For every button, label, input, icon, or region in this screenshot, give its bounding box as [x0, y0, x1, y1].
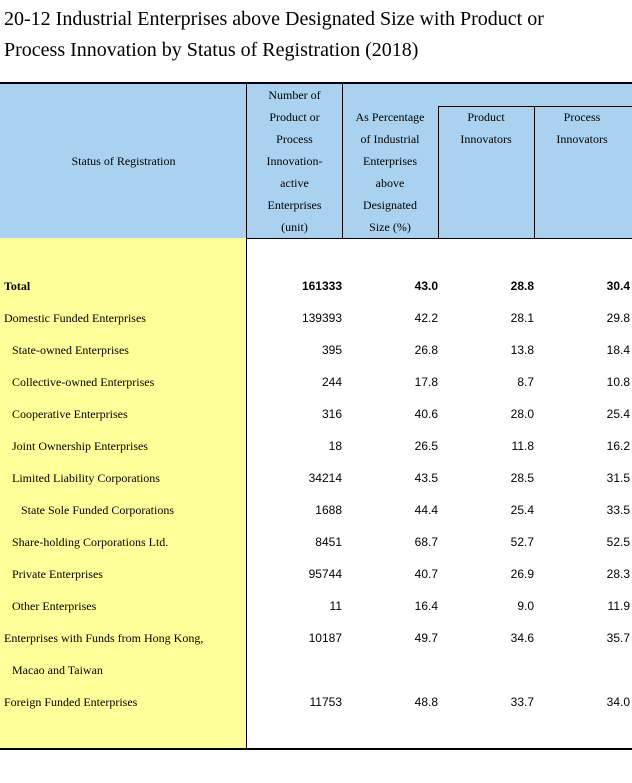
header-col1-line: Enterprises	[267, 198, 322, 212]
row-label: State Sole Funded Corporations	[21, 503, 174, 517]
row-value-1: 161333	[301, 279, 342, 293]
row-value-4: 52.5	[606, 535, 630, 549]
row-value-4: 10.8	[606, 375, 630, 389]
title-line-1: 20-12 Industrial Enterprises above Designated Size with Product or	[4, 8, 544, 30]
row-label: Other Enterprises	[12, 599, 97, 613]
row-value-3: 28.8	[510, 279, 534, 293]
header-col3-label	[438, 106, 534, 150]
row-value-4: 35.7	[606, 631, 630, 645]
header-col2-line: of Industrial	[360, 132, 420, 146]
row-value-1: 10187	[308, 631, 342, 645]
header-col3-line: Innovators	[460, 132, 512, 146]
row-label: Domestic Funded Enterprises	[4, 311, 146, 325]
row-value-2: 26.5	[414, 439, 438, 453]
row-value-2: 43.0	[414, 279, 438, 293]
table-row	[0, 622, 632, 654]
table-title	[4, 4, 544, 66]
row-value-4: 30.4	[606, 279, 630, 293]
row-label: State-owned Enterprises	[12, 343, 129, 357]
table-row	[0, 686, 632, 718]
row-value-2: 48.8	[414, 695, 438, 709]
row-value-2: 42.2	[414, 311, 438, 325]
row-value-3: 28.0	[510, 407, 534, 421]
table-row	[0, 398, 632, 430]
row-value-4: 33.5	[606, 503, 630, 517]
table-row	[0, 430, 632, 462]
header-col1-line: active	[280, 176, 309, 190]
bottom-rule	[0, 748, 632, 750]
row-value-2: 40.6	[414, 407, 438, 421]
row-label: Private Enterprises	[12, 567, 103, 581]
row-value-2: 43.5	[414, 471, 438, 485]
header-col4-line: Process	[563, 110, 601, 124]
row-value-1: 34214	[308, 471, 342, 485]
header-status-label: Status of Registration	[71, 154, 176, 168]
row-value-4: 16.2	[606, 439, 630, 453]
row-label: Limited Liability Corporations	[12, 471, 160, 485]
header-col4-line: Innovators	[556, 132, 608, 146]
header-col1-line: Process	[276, 132, 313, 146]
row-value-3: 34.6	[510, 631, 534, 645]
row-value-3: 33.7	[510, 695, 534, 709]
title-line-2: Process Innovation by Status of Registration (2018)	[4, 39, 419, 61]
table-row	[0, 270, 632, 302]
table-row	[0, 494, 632, 526]
row-label: Macao and Taiwan	[12, 663, 103, 677]
row-value-4: 34.0	[606, 695, 630, 709]
row-value-1: 11753	[309, 695, 342, 709]
table-row	[0, 590, 632, 622]
row-value-1: 18	[328, 439, 342, 453]
row-value-4: 28.3	[606, 567, 630, 581]
header-col1-line: Innovation-	[266, 154, 323, 168]
header-col1-line: Number of	[268, 88, 321, 102]
row-label: Cooperative Enterprises	[12, 407, 128, 421]
row-value-2: 44.4	[414, 503, 438, 517]
row-value-1: 139393	[301, 311, 342, 325]
row-value-4: 18.4	[606, 343, 630, 357]
header-col2-line: Enterprises	[363, 154, 417, 168]
row-value-2: 49.7	[414, 631, 438, 645]
header-col3-line: Product	[467, 110, 505, 124]
table-row	[0, 302, 632, 334]
header-col4-label	[534, 106, 630, 150]
row-value-3: 13.8	[510, 343, 534, 357]
row-label: Total	[4, 279, 31, 293]
table-row	[0, 526, 632, 558]
row-value-4: 25.4	[606, 407, 630, 421]
header-col2-label	[342, 106, 438, 238]
row-value-2: 68.7	[414, 535, 438, 549]
row-value-3: 26.9	[510, 567, 534, 581]
row-value-1: 11	[329, 599, 342, 613]
row-label: Collective-owned Enterprises	[12, 375, 155, 389]
row-value-4: 11.9	[607, 599, 630, 613]
header-col1-line: (unit)	[281, 220, 308, 234]
row-value-4: 29.8	[606, 311, 630, 325]
row-value-1: 244	[321, 375, 342, 389]
row-value-2: 40.7	[414, 567, 438, 581]
row-value-4: 31.5	[606, 471, 630, 485]
row-label: Foreign Funded Enterprises	[4, 695, 138, 709]
row-value-3: 8.7	[517, 375, 534, 389]
table-row	[0, 366, 632, 398]
row-value-3: 28.5	[510, 471, 534, 485]
row-value-1: 8451	[315, 535, 342, 549]
row-value-3: 25.4	[510, 503, 534, 517]
row-value-1: 395	[321, 343, 342, 357]
row-value-2: 16.4	[414, 599, 438, 613]
header-col2-line: Designated	[363, 198, 417, 212]
row-value-1: 95744	[308, 567, 342, 581]
row-value-3: 9.0	[517, 599, 534, 613]
row-value-1: 1688	[315, 503, 342, 517]
header-col2-line: above	[375, 176, 405, 190]
row-value-3: 11.8	[511, 439, 534, 453]
table-row	[0, 558, 632, 590]
header-col2-line: As Percentage	[355, 110, 425, 124]
row-label: Enterprises with Funds from Hong Kong,	[4, 631, 204, 645]
row-label: Joint Ownership Enterprises	[12, 439, 148, 453]
table-row	[0, 462, 632, 494]
row-value-2: 17.8	[414, 375, 438, 389]
row-value-3: 52.7	[510, 535, 534, 549]
header-col1-label	[247, 84, 342, 238]
row-label: Share-holding Corporations Ltd.	[12, 535, 169, 549]
row-value-2: 26.8	[414, 343, 438, 357]
header-col2-line: Size (%)	[369, 220, 411, 234]
table-row	[0, 334, 632, 366]
table-row	[0, 654, 632, 686]
header-col1-line: Product or	[269, 110, 320, 124]
row-value-3: 28.1	[510, 311, 534, 325]
row-value-1: 316	[321, 407, 342, 421]
